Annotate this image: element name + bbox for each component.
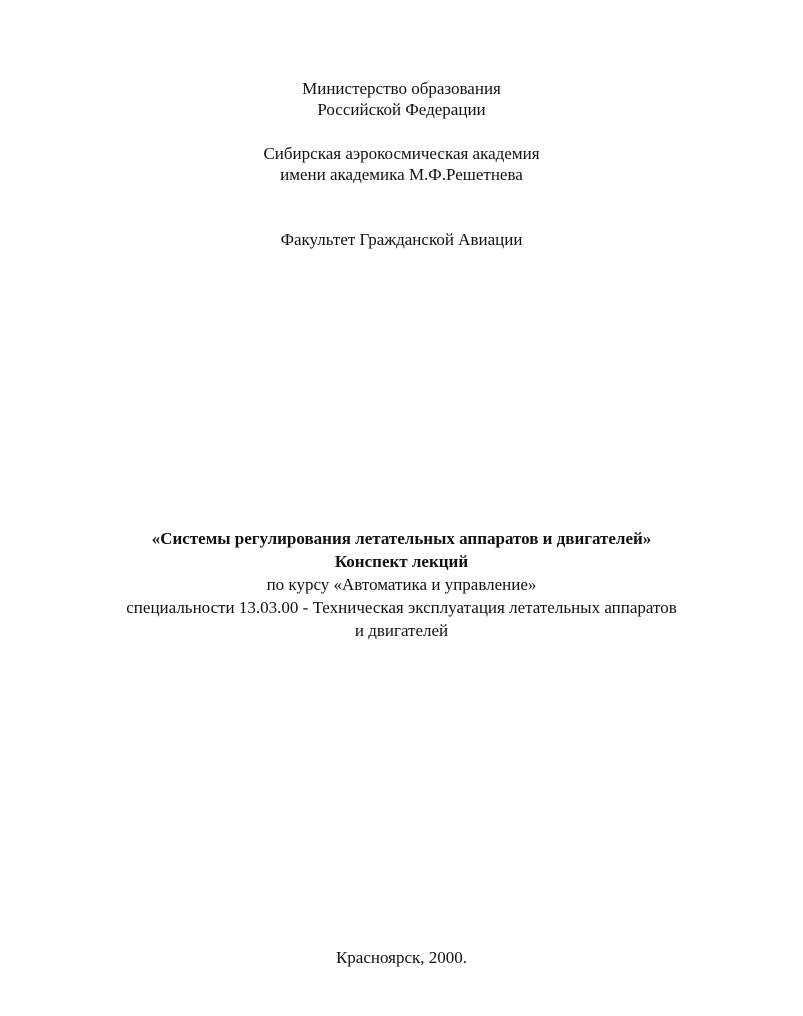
document-subtitle: Конспект лекций (334, 552, 469, 571)
specialty-line-2: и двигателей (354, 621, 449, 640)
ministry-line-2: Российской Федерации (317, 100, 486, 119)
specialty-line-1: специальности 13.03.00 - Техническая эксплуатация летательных аппаратов (126, 598, 677, 617)
course-line: по курсу «Автоматика и управление» (266, 575, 537, 594)
place-year: Красноярск, 2000. (335, 948, 468, 967)
faculty-name: Факультет Гражданской Авиации (280, 230, 523, 249)
ministry-line-1: Министерство образования (302, 79, 501, 98)
academy-line-2: имени академика М.Ф.Решетнева (280, 165, 523, 184)
document-title: «Системы регулирования летательных аппаратов и двигателей» (151, 529, 652, 548)
academy-line-1: Сибирская аэрокосмическая академия (263, 144, 540, 163)
